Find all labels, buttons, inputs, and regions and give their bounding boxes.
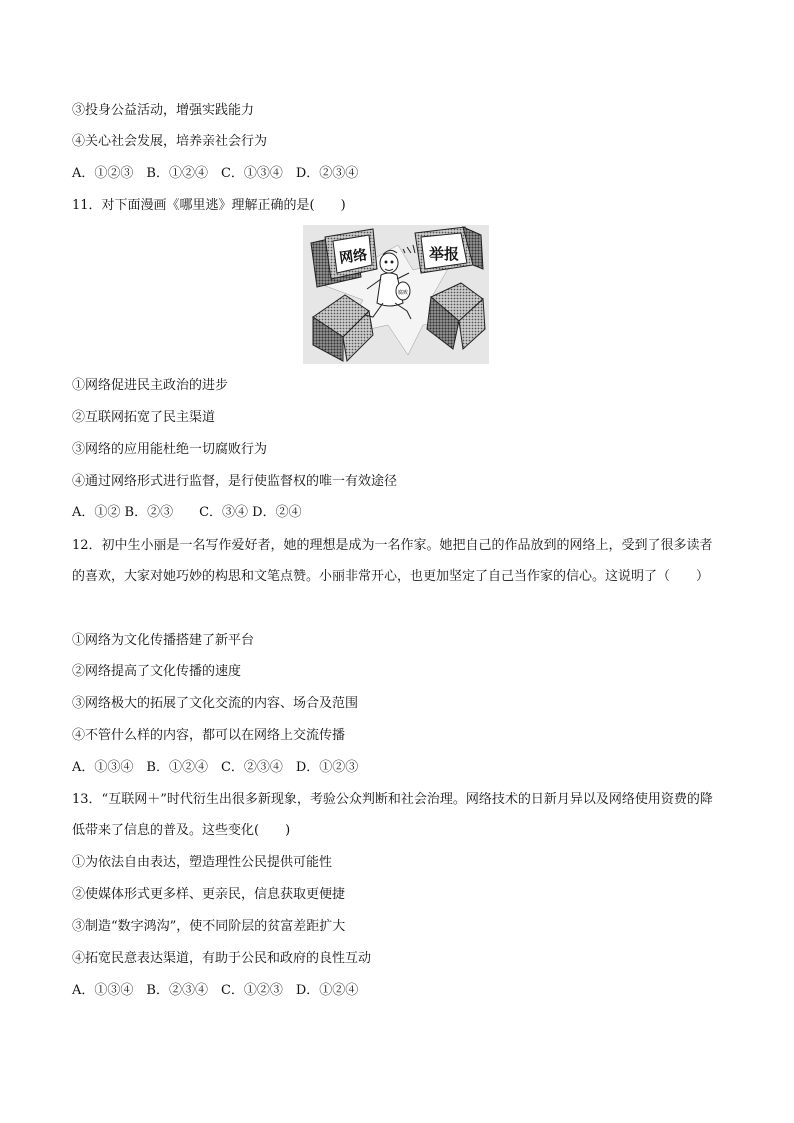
- right-monitor: [415, 227, 483, 273]
- q13-option-1: ①为依法自由表达，塑造理性公民提供可能性: [72, 855, 333, 870]
- q11-stem: 11．对下面漫画《哪里逃》理解正确的是( ): [72, 198, 346, 213]
- q11-choices: A．①② B．②③ C．③④ D．②④: [72, 505, 302, 520]
- q13-stem: 13．“互联网＋”时代衍生出很多新现象，考验公众判断和社会治理。网络技术的日新月异以及网络使用资费的降低带来了信息的普及。这些变化( ): [72, 792, 713, 838]
- q13-choices: A．①③④ B．②③④ C．①②③ D．①②④: [72, 983, 359, 998]
- q13-option-3: ③制造“数字鸿沟”，使不同阶层的贫富差距扩大: [72, 919, 346, 934]
- q11-option-4: ④通过网络形式进行监督，是行使监督权的唯一有效途径: [72, 474, 398, 489]
- q12-option-4: ④不管什么样的内容，都可以在网络上交流传播: [72, 728, 346, 743]
- right-screen-text: 举报: [429, 245, 460, 263]
- q11-option-1: ①网络促进民主政治的进步: [72, 378, 229, 393]
- q11-option-2: ②互联网拓宽了民主渠道: [72, 410, 216, 425]
- q12-choices: A．①③④ B．①②④ C．②③④ D．①②③: [72, 760, 359, 775]
- q10-option-3: ③投身公益活动，增强实践能力: [72, 103, 255, 118]
- q12-option-1: ①网络为文化传播搭建了新平台: [72, 633, 255, 648]
- left-screen-text: 网络: [338, 247, 369, 267]
- q12-stem: 12．初中生小丽是一名写作爱好者，她的理想是成为一名作家。她把自己的作品放到的网络上，受到了很多读者的喜欢，大家对她巧妙的构思和文笔点赞。小丽非常开心，也更加坚定了自己当作家的信心。这说明了（ ）: [72, 538, 713, 584]
- badge-text: 腐败: [398, 290, 409, 296]
- q10-choices: A．①②③ B．①②④ C．①③④ D．②③④: [72, 166, 359, 181]
- q11-option-3: ③网络的应用能杜绝一切腐败行为: [72, 442, 268, 457]
- q13-option-2: ②使媒体形式更多样、更亲民，信息获取更便捷: [72, 887, 346, 902]
- cartoon-image: [303, 225, 489, 364]
- q12-option-2: ②网络提高了文化传播的速度: [72, 664, 242, 679]
- q10-option-4: ④关心社会发展，培养亲社会行为: [72, 134, 268, 149]
- q12-option-3: ③网络极大的拓展了文化交流的内容、场合及范围: [72, 696, 359, 711]
- q13-option-4: ④拓宽民意表达渠道，有助于公民和政府的良性互动: [72, 951, 372, 966]
- bottom-right-monitor: [427, 283, 485, 349]
